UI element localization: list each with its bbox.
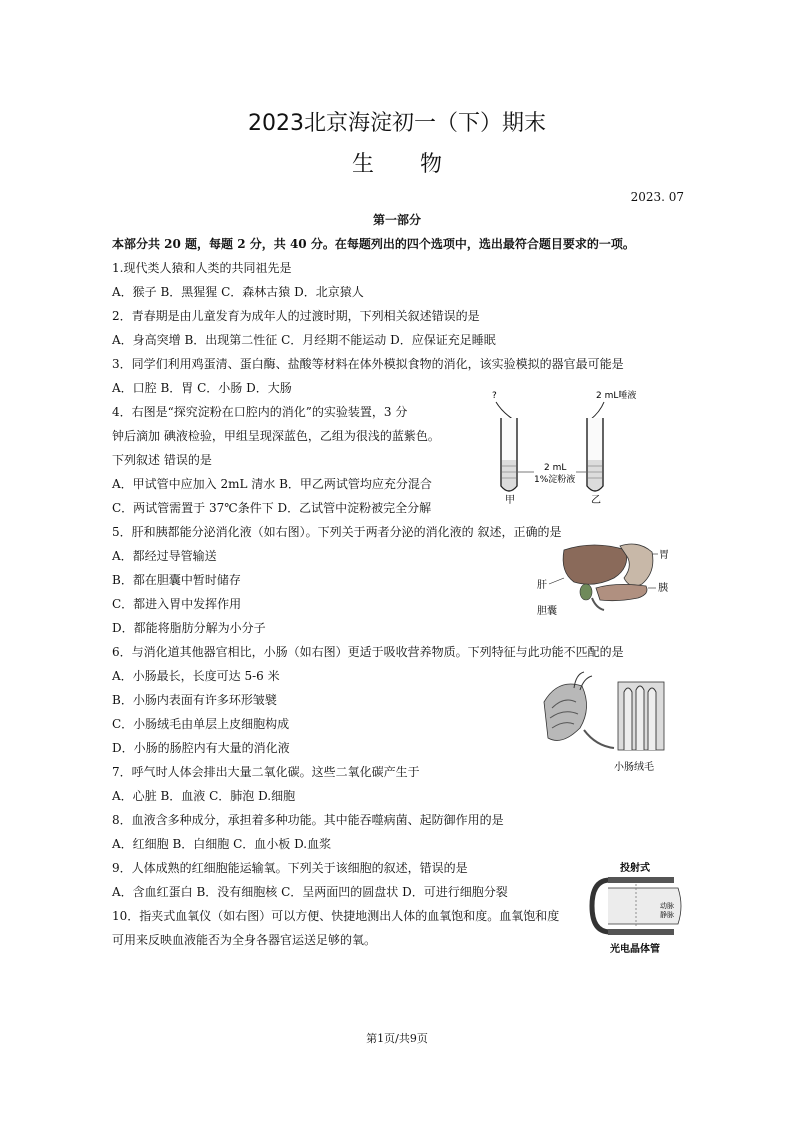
section-intro: 本部分共 20 题，每题 2 分，共 40 分。在每题列出的四个选项中，选出最符合题目要求的一项。 [112,237,635,251]
question-4-options-cd: C．两试管需置于 37℃条件下 D．乙试管中淀粉被完全分解 [112,501,432,515]
dropper-arrow-left [496,402,514,420]
question-2-options: A．身高突增 B．出现第二性征 C．月经期不能运动 D．应保证充足睡眠 [112,333,496,347]
saliva-label: 2 mL唾液 [596,391,637,401]
question-4-cont2: 下列叙述 错误的是 [112,453,212,467]
amount-label: 2 mL [544,463,567,473]
question-6: 6．与消化道其他器官相比，小肠（如右图）更适于吸收营养物质。下列特征与此功能不匹配的是 [112,645,624,659]
question-1: 1.现代类人猿和人类的共同祖先是 [112,261,292,275]
question-9: 9．人体成熟的红细胞能运输氧。下列关于该细胞的叙述，错误的是 [112,861,468,875]
liver-shape [563,545,627,584]
subject-title: 生物 [351,152,488,177]
oximeter-figure [586,858,686,958]
question-5: 5．肝和胰都能分泌消化液（如右图）。下列关于两者分泌的消化液的 叙述，正确的是 [112,525,562,539]
gallbladder-shape [580,584,592,600]
villus-caption: 小肠绒毛 [614,762,654,773]
question-2: 2．青春期是由儿童发育为成年人的过渡时期，下列相关叙述错误的是 [112,309,480,323]
question-6-option-a: A．小肠最长，长度可达 5-6 米 [112,669,280,683]
dropper-arrow-right [590,402,604,420]
phototransistor-label: 光电晶体管 [610,944,660,955]
clip-top-bar [608,877,674,883]
question-7: 7．呼气时人体会排出大量二氧化碳。这些二氧化碳产生于 [112,765,420,779]
vein-label: 静脉 [660,911,674,919]
small-intestine-figure [540,668,670,776]
pancreas-label: 胰 [658,583,668,594]
tube-yi-liquid [588,460,602,490]
question-1-options: A．猴子 B．黑猩猩 C．森林古猿 D．北京猿人 [112,285,364,299]
zoom-arrow [584,730,614,748]
question-4-options-ab: A．甲试管中应加入 2mL 清水 B．甲乙两试管均应充分混合 [112,477,432,491]
clip-bottom-bar [608,929,674,935]
question-6-option-c: C．小肠绒毛由单层上皮细胞构成 [112,717,290,731]
question-4-cont: 钟后滴加 碘液检验，甲组呈现深蓝色，乙组为很浅的蓝紫色。 [112,429,440,443]
question-5-option-d: D．都能将脂肪分解为小分子 [112,621,266,635]
clip-shape [592,880,610,932]
page-title: 2023北京海淀初一（下）期末 [248,111,546,136]
question-5-option-c: C．都进入胃中发挥作用 [112,597,242,611]
question-3: 3．同学们利用鸡蛋清、蛋白酶、盐酸等材料在体外模拟食物的消化，该实验模拟的器官最可能是 [112,357,624,371]
tube-jia-liquid [502,460,516,490]
exam-date: 2023. 07 [630,190,684,204]
digestive-organs-figure [534,538,674,618]
starch-label: 1%淀粉液 [534,475,576,485]
question-4: 4．右图是“探究淀粉在口腔内的消化”的实验装置，3 分 [112,405,408,419]
emitter-label: 投射式 [620,863,650,874]
question-10: 10．指夹式血氧仪（如右图）可以方便、快捷地测出人体的血氧饱和度。血氧饱和度 [112,909,560,923]
gallbladder-label: 胆囊 [537,606,557,617]
question-5-option-a: A．都经过导管输送 [112,549,217,563]
question-8-options: A．红细胞 B．白细胞 C．血小板 D.血浆 [112,837,332,851]
question-6-option-b: B．小肠内表面有许多环形皱襞 [112,693,277,707]
question-3-options: A．口腔 B．胃 C．小肠 D．大肠 [112,381,292,395]
question-6-option-d: D．小肠的肠腔内有大量的消化液 [112,741,290,755]
tube-yi-label: 乙 [591,495,601,506]
page-footer: 第1页/共9页 [366,1032,428,1045]
question-7-options: A．心脏 B．血液 C．肺泡 D.细胞 [112,789,296,803]
question-10-cont: 可用来反映血液能否为全身各器官运送足够的氧。 [112,933,377,947]
question-5-option-b: B．都在胆囊中暂时储存 [112,573,241,587]
question-9-options: A．含血红蛋白 B．没有细胞核 C．呈两面凹的圆盘状 D．可进行细胞分裂 [112,885,508,899]
tube-jia-label: 甲 [505,495,515,506]
pancreas-shape [596,584,647,600]
liver-label: 肝 [537,580,547,591]
part-heading: 第一部分 [372,213,421,227]
question-mark-label: ? [492,391,497,401]
question-8: 8．血液含多种成分，承担着多种功能。其中能吞噬病菌、起防御作用的是 [112,813,504,827]
test-tube-figure [484,386,637,506]
artery-label: 动脉 [660,902,674,910]
stomach-label: 胃 [659,550,669,561]
